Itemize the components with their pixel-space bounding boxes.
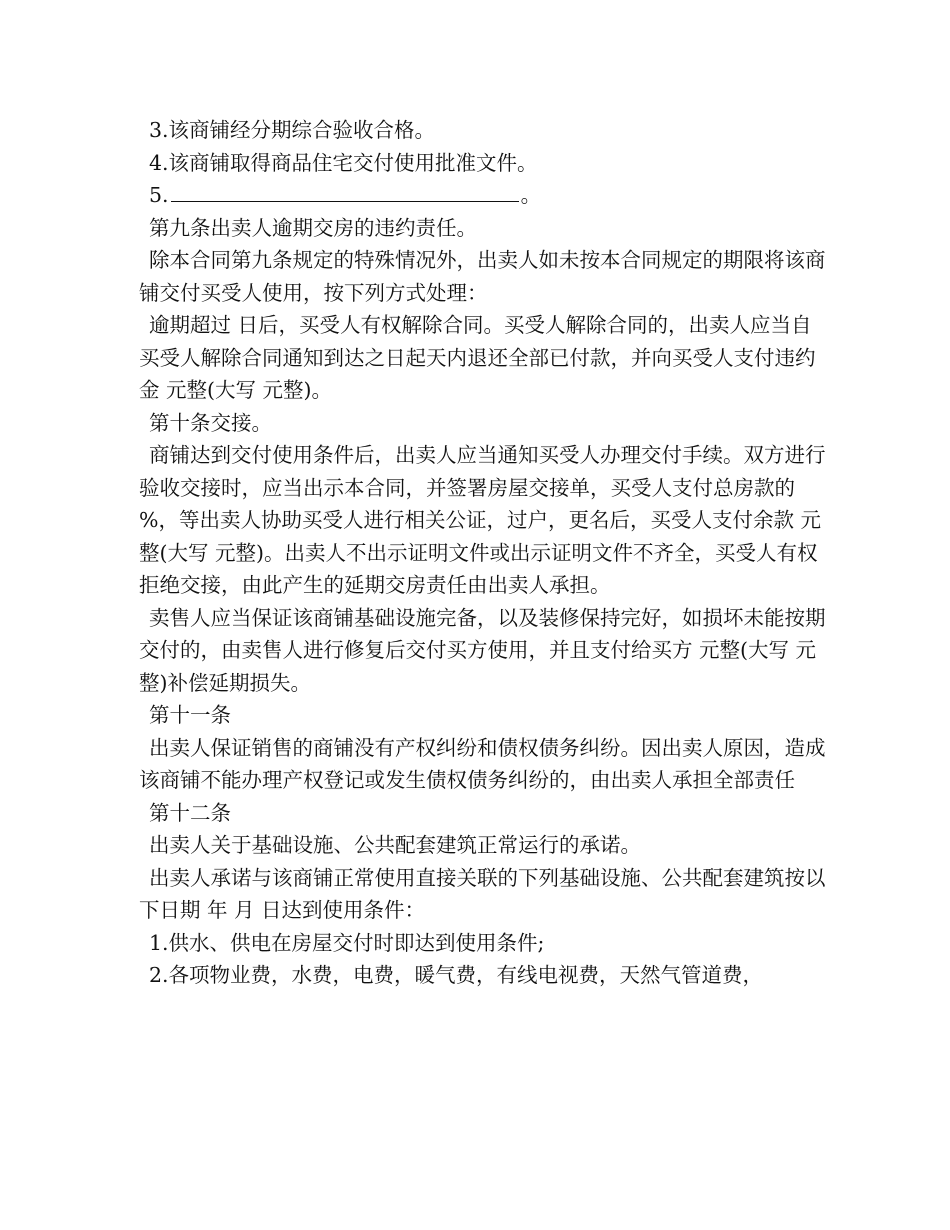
article-12-body: 出卖人承诺与该商铺正常使用直接关联的下列基础设施、公共配套建筑按以下日期 年 月 日达到使用条件： <box>139 865 826 922</box>
clause-item-5-end: 。 <box>520 183 542 207</box>
article-12-item-1: 1.供水、供电在房屋交付时即达到使用条件; <box>149 930 545 955</box>
article-10-handover: 商铺达到交付使用条件后，出卖人应当通知买受人办理交付手续。双方进行验收交接时，应当出示本合同，并签署房屋交接单，买受人支付总房款的 %，等出卖人协助买受人进行相关公证，过户，更名后，买受人支付余款 元整(大写 元整)。出卖人不出示证明文件或出示证明文件不齐全，买受人有权拒绝交接，由此产生的延期交房责任由出卖人承担。 <box>139 443 826 597</box>
clause-item-3: 3.该商铺经分期综合验收合格。 <box>149 118 436 142</box>
clause-item-4: 4.该商铺取得商品住宅交付使用批准文件。 <box>149 150 538 175</box>
article-11-heading: 第十一条 <box>149 703 231 727</box>
article-11-body: 出卖人保证销售的商铺没有产权纠纷和债权债务纠纷。因出卖人原因，造成该商铺不能办理产权登记或发生债权债务纠纷的，由出卖人承担全部责任 <box>139 735 826 792</box>
article-12-heading: 第十二条 <box>149 800 231 825</box>
fill-in-blank <box>171 181 519 202</box>
clause-item-5 <box>139 179 829 212</box>
article-9-terms: 逾期超过 日后，买受人有权解除合同。买受人解除合同的，出卖人应当自买受人解除合同通知到达之日起天内退还全部已付款，并向买受人支付违约金 元整(大写 元整)。 <box>139 313 816 402</box>
article-9-intro: 除本合同第九条规定的特殊情况外，出卖人如未按本合同规定的期限将该商铺交付买受人使用，按下列方式处理： <box>139 248 826 305</box>
article-9-heading: 第九条出卖人逾期交房的违约责任。 <box>149 215 477 240</box>
contract-text <box>139 114 829 992</box>
article-12-item-2: 2.各项物业费，水费，电费，暖气费，有线电视费，天然气管道费， <box>149 963 764 987</box>
article-12-title: 出卖人关于基础设施、公共配套建筑正常运行的承诺。 <box>149 833 641 857</box>
article-10-seller-guarantee: 卖售人应当保证该商铺基础设施完备，以及装修保持完好，如损坏未能按期交付的，由卖售人进行修复后交付买方使用，并且支付给买方 元整(大写 元整)补偿延期损失。 <box>139 605 826 695</box>
clause-item-5-number: 5. <box>149 183 169 207</box>
article-10-heading: 第十条交接。 <box>149 410 272 435</box>
